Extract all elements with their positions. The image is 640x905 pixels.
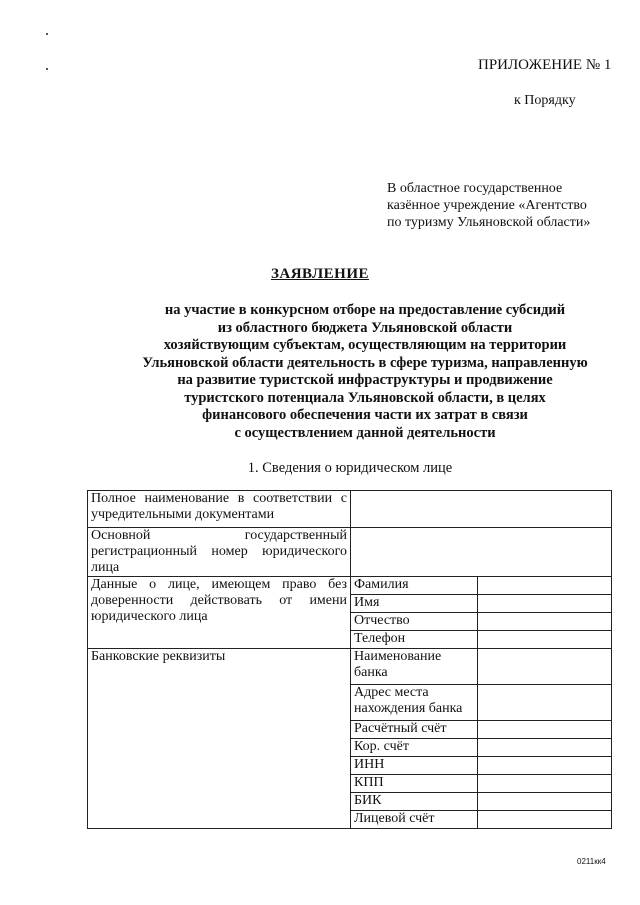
scan-dot-bottom [46, 68, 48, 70]
addressee-line: казённое учреждение «Агентство [387, 198, 587, 213]
purpose-line: на участие в конкурсном отборе на предоставление субсидий [164, 302, 566, 318]
ogrn-label: Основной государственный регистрационный номер юридического лица [88, 528, 351, 577]
addressee-block [387, 180, 590, 231]
purpose-line: туристского потенциала Ульяновской области, в целях [184, 389, 546, 406]
bank-address-field[interactable] [478, 685, 612, 721]
purpose-line: на развитие туристской инфраструктуры и продвижение [177, 372, 553, 388]
kpp-field[interactable] [478, 775, 612, 793]
first-name-label: Имя [351, 595, 478, 613]
settlement-account-label: Расчётный счёт [351, 721, 478, 739]
inn-label: ИНН [351, 757, 478, 775]
legal-entity-info-table [87, 490, 612, 829]
bank-details-label: Банковские реквизиты [88, 649, 351, 829]
purpose-line: финансового обеспечения части их затрат в связи [202, 407, 528, 423]
addressee-line: В областное государственное [387, 181, 563, 196]
phone-label: Телефон [351, 631, 478, 649]
authorized-person-label: Данные о лице, имеющем право без доверенности действовать от имени юридического лица [88, 577, 351, 649]
personal-account-label: Лицевой счёт [351, 811, 478, 829]
scan-dot-top [46, 33, 48, 35]
addressee-line: по туризму Ульяновской области» [387, 215, 591, 230]
bank-address-label: Адрес места нахождения банка [351, 685, 478, 721]
table-row [88, 528, 612, 577]
bank-name-field[interactable] [478, 649, 612, 685]
bik-label: БИК [351, 793, 478, 811]
table-row [88, 491, 612, 528]
footer-code: 0211кк4 [577, 857, 606, 866]
full-name-label: Полное наименование в соответствии с учредительными документами [88, 491, 351, 528]
last-name-label: Фамилия [351, 577, 478, 595]
appendix-label: ПРИЛОЖЕНИЕ № 1 [478, 57, 612, 73]
order-reference: к Порядку [514, 93, 576, 108]
ogrn-field[interactable] [351, 528, 612, 577]
last-name-field[interactable] [478, 577, 612, 595]
personal-account-field[interactable] [478, 811, 612, 829]
bank-name-label: Наименование банка [351, 649, 478, 685]
table-row [88, 577, 612, 595]
correspondent-account-label: Кор. счёт [351, 739, 478, 757]
full-name-field[interactable] [351, 491, 612, 528]
kpp-label: КПП [351, 775, 478, 793]
application-purpose [0, 302, 640, 442]
bik-field[interactable] [478, 793, 612, 811]
document-title: ЗАЯВЛЕНИЕ [270, 266, 370, 282]
settlement-account-field[interactable] [478, 721, 612, 739]
section-title: 1. Сведения о юридическом лице [247, 460, 453, 476]
phone-field[interactable] [478, 631, 612, 649]
purpose-line: хозяйствующим субъектам, осуществляющим на территории [163, 337, 567, 353]
purpose-line: Ульяновской области деятельность в сфере туризма, направленную [142, 354, 588, 371]
correspondent-account-field[interactable] [478, 739, 612, 757]
purpose-line: из областного бюджета Ульяновской области [217, 319, 513, 336]
patronymic-label: Отчество [351, 613, 478, 631]
patronymic-field[interactable] [478, 613, 612, 631]
table-row [88, 649, 612, 685]
inn-field[interactable] [478, 757, 612, 775]
purpose-line: с осуществлением данной деятельности [234, 424, 496, 441]
first-name-field[interactable] [478, 595, 612, 613]
